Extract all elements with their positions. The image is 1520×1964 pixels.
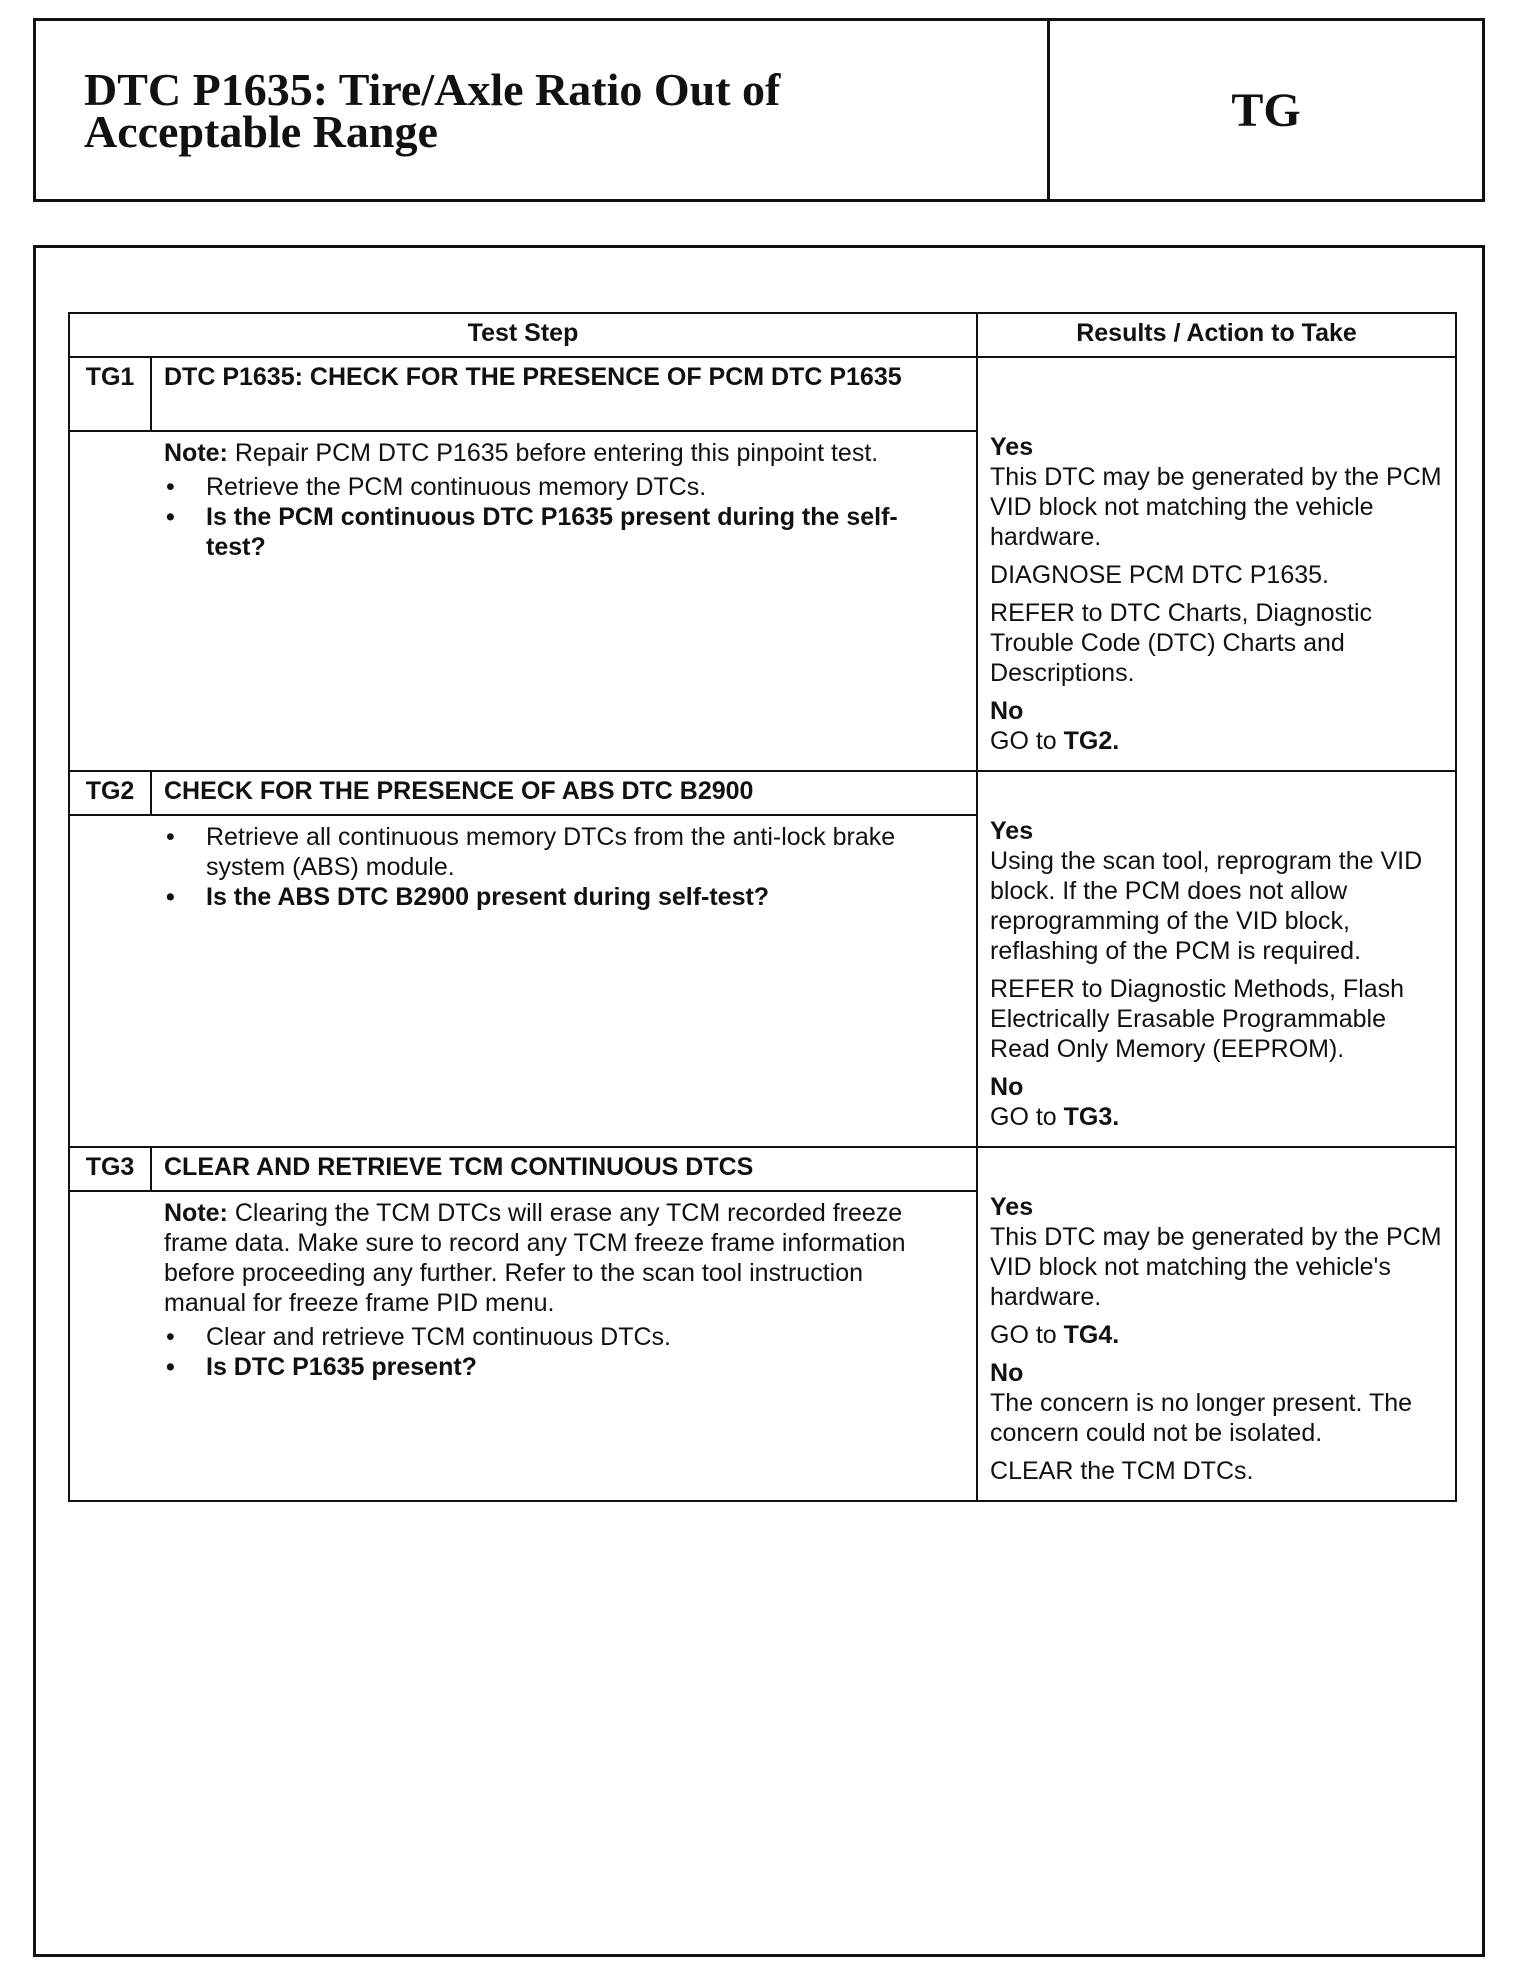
yes-label: Yes — [990, 1193, 1034, 1221]
table-header-row — [69, 313, 1456, 357]
page-header — [33, 18, 1485, 202]
yes-text: This DTC may be generated by the PCM VID block not matching the vehicle's hardware. — [990, 1223, 1442, 1311]
col-header-test-step: Test Step — [69, 313, 977, 357]
step-id: TG2 — [69, 771, 151, 815]
no-label: No — [990, 697, 1024, 725]
step-bullets — [164, 1322, 946, 1382]
test-table — [68, 312, 1457, 1502]
no-go-text: GO to — [990, 727, 1064, 755]
note-text: Clearing the TCM DTCs will erase any TCM recorded freeze frame data. Make sure to record any TCM freeze frame information before proceeding any further. Refer to the scan tool instruction manual for freeze frame PID menu. — [164, 1199, 906, 1317]
no-label: No — [990, 1359, 1024, 1387]
step-title: DTC P1635: CHECK FOR THE PRESENCE OF PCM DTC P1635 — [151, 357, 977, 431]
no-text: The concern is no longer present. The concern could not be isolated. — [990, 1389, 1413, 1447]
no-action — [990, 726, 1451, 756]
step-id: TG1 — [69, 357, 151, 431]
note-label: Note: — [164, 439, 228, 467]
yes-target: TG4. — [1063, 1321, 1120, 1349]
step-results — [977, 357, 1456, 771]
step-body — [69, 1191, 977, 1501]
no-action: CLEAR the TCM DTCs. — [990, 1457, 1254, 1485]
yes-refer: REFER to Diagnostic Methods, Flash Electrically Erasable Programmable Read Only Memory (EEPROM). — [990, 975, 1405, 1063]
col-header-results: Results / Action to Take — [977, 313, 1456, 357]
page-title-line1: DTC P1635: Tire/Axle Ratio Out of — [84, 64, 781, 115]
section-code: TG — [1231, 83, 1301, 137]
no-target: TG3. — [1063, 1103, 1120, 1131]
no-label: No — [990, 1073, 1024, 1101]
step-results — [977, 1147, 1456, 1501]
step-bullets — [164, 822, 946, 912]
yes-text: This DTC may be generated by the PCM VID block not matching the vehicle hardware. — [990, 463, 1442, 551]
yes-text: Using the scan tool, reprogram the VID block. If the PCM does not allow reprogramming of the VID block, reflashing of the PCM is required. — [990, 847, 1423, 965]
step-note — [164, 438, 946, 468]
bullet-item: • Clear and retrieve TCM continuous DTCs. — [164, 1322, 946, 1352]
no-target: TG2. — [1063, 727, 1120, 755]
note-text: Repair PCM DTC P1635 before entering this pinpoint test. — [227, 439, 879, 467]
step-bullets — [164, 472, 946, 562]
step-results — [977, 771, 1456, 1147]
step-title: CLEAR AND RETRIEVE TCM CONTINUOUS DTCS — [151, 1147, 977, 1191]
note-label: Note: — [164, 1199, 228, 1227]
step-id: TG3 — [69, 1147, 151, 1191]
step-note — [164, 1198, 946, 1318]
yes-refer: REFER to DTC Charts, Diagnostic Trouble Code (DTC) Charts and Descriptions. — [990, 599, 1373, 687]
yes-action — [990, 1320, 1451, 1350]
step-body — [69, 431, 977, 771]
page-title-line2: Acceptable Range — [84, 106, 438, 157]
yes-go-text: GO to — [990, 1321, 1064, 1349]
step-title: CHECK FOR THE PRESENCE OF ABS DTC B2900 — [151, 771, 977, 815]
page-title — [36, 21, 1050, 199]
step-title-row — [69, 1147, 1456, 1191]
step-title-row — [69, 771, 1456, 815]
yes-action: DIAGNOSE PCM DTC P1635. — [990, 561, 1329, 589]
bullet-question: • Is the PCM continuous DTC P1635 present during the self-test? — [164, 502, 946, 562]
bullet-item: • Retrieve all continuous memory DTCs from the anti-lock brake system (ABS) module. — [164, 822, 946, 882]
bullet-question: • Is DTC P1635 present? — [164, 1352, 946, 1382]
step-title-row — [69, 357, 1456, 431]
bullet-item: • Retrieve the PCM continuous memory DTCs. — [164, 472, 946, 502]
step-body — [69, 815, 977, 1147]
no-action — [990, 1102, 1451, 1132]
no-go-text: GO to — [990, 1103, 1064, 1131]
content-frame — [33, 245, 1485, 1957]
bullet-question: • Is the ABS DTC B2900 present during self-test? — [164, 882, 946, 912]
yes-label: Yes — [990, 817, 1034, 845]
yes-label: Yes — [990, 433, 1034, 461]
